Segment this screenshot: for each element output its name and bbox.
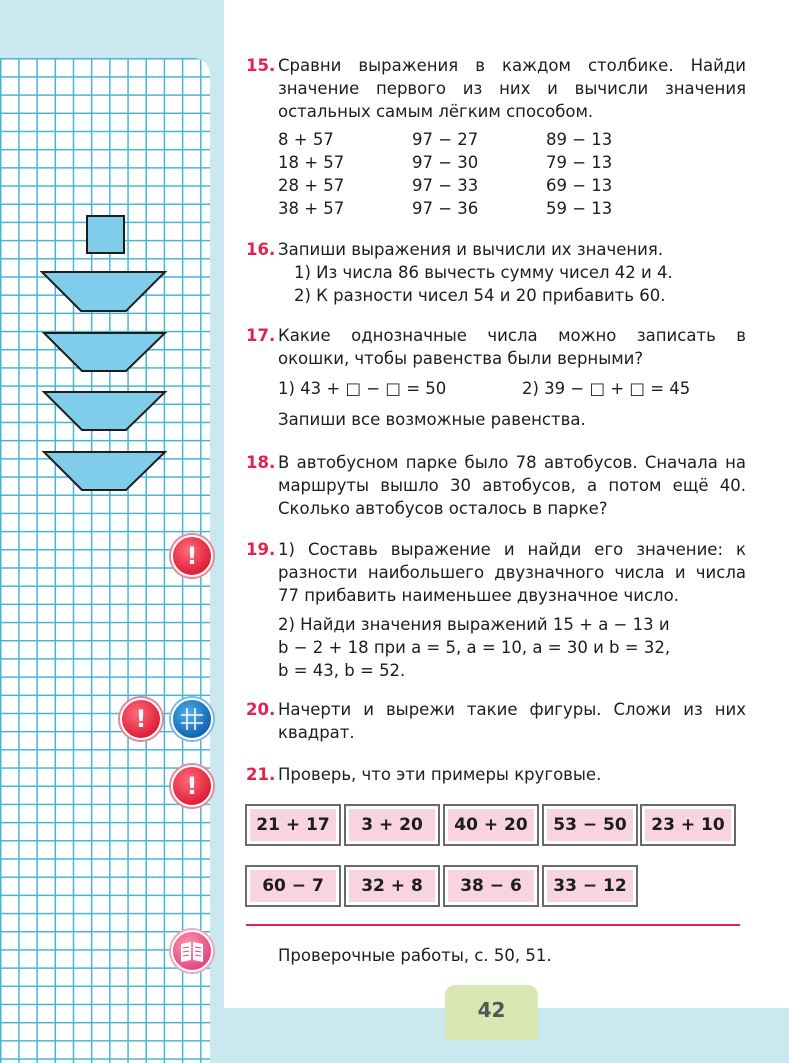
task-text: b − 2 + 18 при a = 5, a = 10, a = 30 и b = 32, bbox=[278, 638, 671, 657]
task-number: 21. bbox=[246, 765, 276, 784]
expression-column bbox=[278, 128, 344, 220]
task-17 bbox=[246, 324, 746, 370]
task-number: 17. bbox=[246, 326, 276, 345]
expression: 97 − 27 bbox=[412, 130, 479, 149]
expression: 89 − 13 bbox=[546, 130, 613, 149]
task-text: Запиши выражения и вычисли их значения. bbox=[278, 240, 664, 259]
example-card: 38 − 6 bbox=[443, 865, 539, 907]
page-number: 42 bbox=[445, 985, 538, 1040]
task-note: Запиши все возможные равенства. bbox=[278, 410, 586, 429]
task-number: 18. bbox=[246, 453, 276, 472]
task-text: Сравни выражения в каждом столбике. Найди значение первого из них и вычисли значения остальных самым лёгким способом. bbox=[278, 56, 746, 121]
task-text: b = 43, b = 52. bbox=[278, 661, 406, 680]
exclamation-icon: ! bbox=[120, 698, 162, 740]
equation: 1) 43 + □ − □ = 50 bbox=[278, 379, 447, 398]
trapezoid-shape bbox=[44, 392, 165, 430]
task-text: Проверь, что эти примеры круговые. bbox=[278, 765, 602, 784]
task-number: 16. bbox=[246, 240, 276, 259]
example-card: 60 − 7 bbox=[245, 865, 341, 907]
task-item: 1) Из числа 86 вычесть сумму чисел 42 и 4. bbox=[294, 263, 673, 282]
globe-grid-icon bbox=[171, 698, 213, 740]
task-text: Начерти и вырежи такие фигуры. Сложи из них квадрат. bbox=[278, 700, 746, 742]
exclamation-icon: ! bbox=[171, 765, 213, 807]
trapezoid-shape bbox=[44, 452, 165, 490]
example-card: 23 + 10 bbox=[640, 804, 736, 846]
example-card: 32 + 8 bbox=[344, 865, 440, 907]
task-21 bbox=[246, 763, 746, 786]
expression: 8 + 57 bbox=[278, 130, 334, 149]
expression: 28 + 57 bbox=[278, 176, 345, 195]
expression: 97 − 33 bbox=[412, 176, 479, 195]
book-icon bbox=[171, 930, 213, 972]
expression: 69 − 13 bbox=[546, 176, 613, 195]
task-text: 2) Найди значения выражений 15 + a − 13 и bbox=[278, 615, 670, 634]
equation: 2) 39 − □ + □ = 45 bbox=[522, 379, 691, 398]
task-text: Какие однозначные числа можно записать в окошки, чтобы равенства были верными? bbox=[278, 326, 746, 368]
expression: 59 − 13 bbox=[546, 199, 613, 218]
example-card: 40 + 20 bbox=[443, 804, 539, 846]
example-card: 3 + 20 bbox=[344, 804, 440, 846]
expression: 18 + 57 bbox=[278, 153, 345, 172]
example-card: 33 − 12 bbox=[542, 865, 638, 907]
expression-column bbox=[546, 128, 612, 220]
expression-column bbox=[412, 128, 478, 220]
divider-line bbox=[246, 924, 740, 926]
expression: 79 − 13 bbox=[546, 153, 613, 172]
task-20 bbox=[246, 698, 746, 744]
task-number: 19. bbox=[246, 540, 276, 559]
task-19 bbox=[246, 538, 746, 682]
task-16 bbox=[246, 238, 746, 307]
task-15 bbox=[246, 54, 746, 123]
expression: 38 + 57 bbox=[278, 199, 345, 218]
cut-out-shapes bbox=[0, 0, 210, 520]
square-shape bbox=[87, 216, 124, 253]
example-card: 21 + 17 bbox=[245, 804, 341, 846]
task-18 bbox=[246, 451, 746, 520]
task-item: 2) К разности чисел 54 и 20 прибавить 60. bbox=[294, 286, 666, 305]
task-text: 1) Составь выражение и найди его значение: к разности наибольшего двузначного числа и числа 77 прибавить наименьшее двузначное число. bbox=[278, 540, 746, 605]
expression: 97 − 30 bbox=[412, 153, 479, 172]
reference-text: Проверочные работы, с. 50, 51. bbox=[278, 946, 552, 965]
example-card: 53 − 50 bbox=[542, 804, 638, 846]
task-text: В автобусном парке было 78 автобусов. Сначала на маршруты вышло 30 автобусов, а потом ещё 40. Сколько автобусов осталось в парке? bbox=[278, 453, 746, 518]
task-number: 20. bbox=[246, 700, 276, 719]
expression: 97 − 36 bbox=[412, 199, 479, 218]
exclamation-icon: ! bbox=[171, 535, 213, 577]
trapezoid-shape bbox=[42, 272, 165, 311]
trapezoid-shape bbox=[44, 333, 165, 371]
task-number: 15. bbox=[246, 56, 276, 75]
